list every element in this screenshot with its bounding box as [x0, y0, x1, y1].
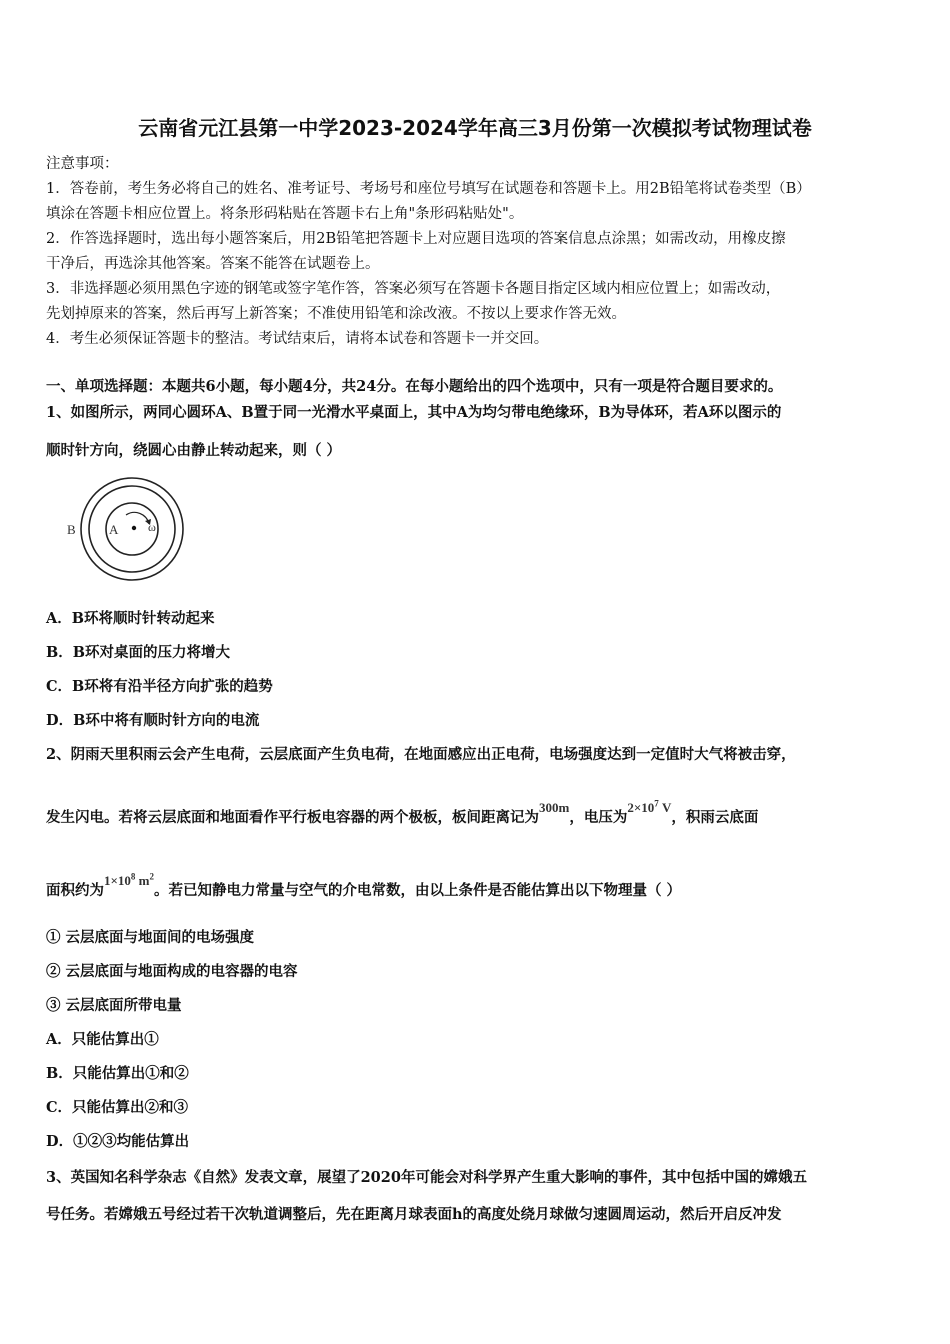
notice-line: 2．作答选择题时，选出每小题答案后，用2B铅笔把答题卡上对应题目选项的答案信息点涂黑；如需改动，用橡皮擦: [46, 231, 786, 247]
q2-item: ② 云层底面与地面构成的电容器的电容: [46, 963, 298, 980]
q3-stem-line: 3、英国知名科学杂志《自然》发表文章，展望了2020年可能会对科学界产生重大影响的事件，其中包括中国的嫦娥五: [46, 1169, 807, 1186]
section-heading: 一、单项选择题：本题共6小题，每小题4分，共24分。在每小题给出的四个选项中，只有一项是符合题目要求的。: [46, 378, 783, 395]
clockwise-arrow: [126, 512, 149, 524]
ring-b-inner: [89, 486, 175, 572]
q2-option: B．只能估算出①和②: [46, 1065, 189, 1082]
q2-stem-line: 发生闪电。若将云层底面和地面看作平行板电容器的两个极板，板间距离记为300m，电压为$2\times 10^7$ V，积雨云底面: [46, 798, 759, 826]
notice-line: 1．答卷前，考生务必将自己的姓名、准考证号、考场号和座位号填写在试题卷和答题卡上。用2B铅笔将试卷类型（B）: [46, 181, 811, 197]
center-dot: [132, 526, 136, 530]
q3-stem-line: 号任务。若嫦娥五号经过若干次轨道调整后，先在距离月球表面h的高度处绕月球做匀速圆周运动，然后开启反冲发: [46, 1206, 782, 1223]
q1-option: D．B环中将有顺时针方向的电流: [46, 712, 260, 729]
notice-line: 填涂在答题卡相应位置上。将条形码粘贴在答题卡右上角"条形码粘贴处"。: [46, 206, 524, 222]
q1-option: C．B环将有沿半径方向扩张的趋势: [46, 678, 273, 695]
label-a: A: [109, 522, 119, 537]
q2-option: A．只能估算出①: [46, 1031, 159, 1048]
ring-b-outer: [81, 478, 183, 580]
notice-line: 4．考生必须保证答题卡的整洁。考试结束后，请将本试卷和答题卡一并交回。: [46, 331, 549, 347]
q2-stem-line: 2、阴雨天里积雨云会产生电荷，云层底面产生负电荷，在地面感应出正电荷，电场强度达到一定值时大气将被击穿，: [46, 746, 796, 763]
notice-line: 3．非选择题必须用黑色字迹的钢笔或签字笔作答，答案必须写在答题卡各题目指定区域内相应位置上；如需改动，: [46, 281, 781, 297]
label-omega: ω: [148, 520, 156, 534]
q2-option: C．只能估算出②和③: [46, 1099, 189, 1116]
q2-option: D．①②③均能估算出: [46, 1133, 190, 1150]
q2-stem-line: 面积约为$1\times 10^8$ $m^2$。若已知静电力常量与空气的介电常数，由以上条件是否能估算出以下物理量（ ）: [46, 871, 682, 899]
area-value: $1\times 10^8$ $m^2$: [104, 871, 155, 888]
q1-option: B．B环对桌面的压力将增大: [46, 644, 231, 661]
q1-stem-line: 1、如图所示，两同心圆环A、B置于同一光滑水平桌面上，其中A为均匀带电绝缘环，B为导体环，若A环以图示的: [46, 404, 782, 421]
page-title: 云南省元江县第一中学2023-2024学年高三3月份第一次模拟考试物理试卷: [138, 116, 812, 140]
notice-line: 干净后，再选涂其他答案。答案不能答在试题卷上。: [46, 256, 380, 272]
q1-stem-line: 顺时针方向，绕圆心由静止转动起来，则（ ）: [46, 442, 342, 459]
notice-heading: 注意事项：: [46, 156, 119, 172]
q1-option: A．B环将顺时针转动起来: [46, 610, 215, 627]
q2-item: ① 云层底面与地面间的电场强度: [46, 929, 255, 946]
label-b: B: [67, 522, 76, 537]
voltage-value: $2\times 10^7$ V: [627, 798, 672, 815]
concentric-rings-figure: [64, 476, 194, 586]
q2-item: ③ 云层底面所带电量: [46, 997, 182, 1014]
distance-value: 300m: [539, 800, 570, 815]
notice-line: 先划掉原来的答案，然后再写上新答案；不准使用铅笔和涂改液。不按以上要求作答无效。: [46, 306, 626, 322]
